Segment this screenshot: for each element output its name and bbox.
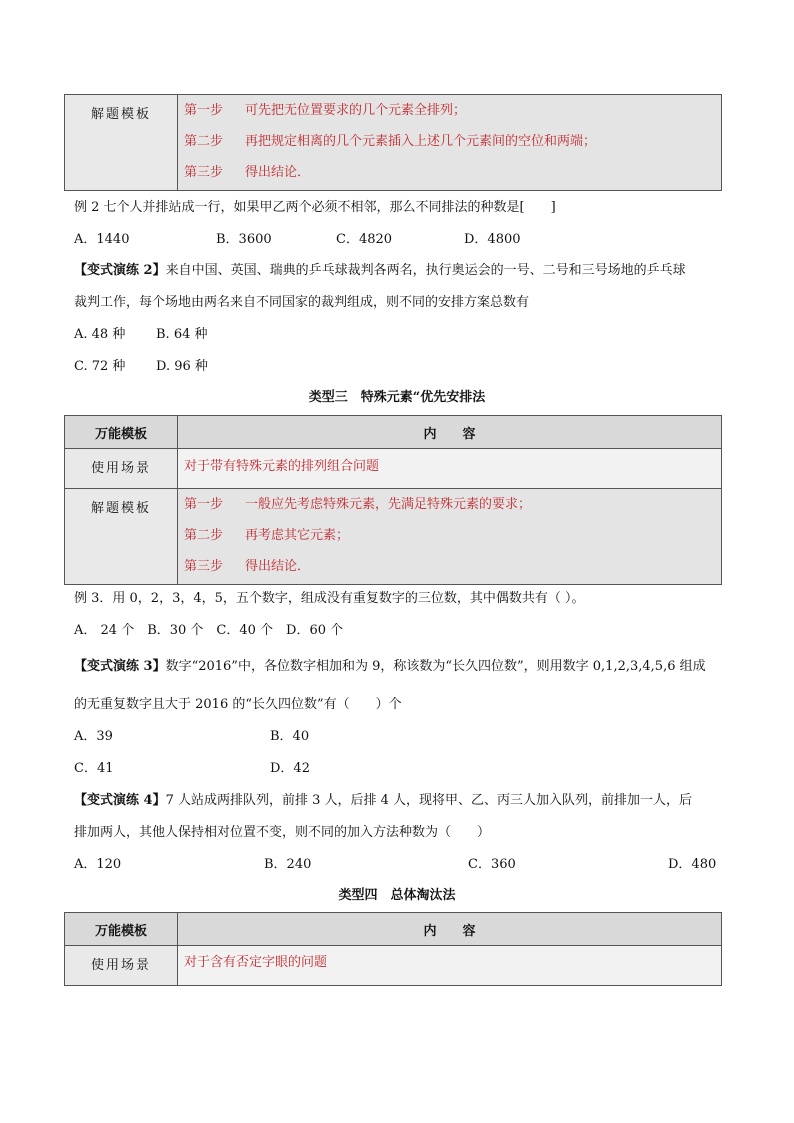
template-table-type-3 [64, 415, 722, 585]
header-left: 万能模板 [65, 416, 178, 449]
example-3-question: 例 3．用 0，2，3，4，5，五个数字，组成没有重复数字的三位数，其中偶数共有（ ）。 [74, 591, 585, 606]
header-right: 内 容 [178, 913, 722, 946]
section-title-type-3: 类型三 特殊元素“优先安排法 [308, 390, 486, 405]
section-title-type-4: 类型四 总体淘汰法 [338, 888, 456, 903]
variant-2-line-2: 裁判工作，每个场地由两名来自不同国家的裁判组成，则不同的安排方案总数有 [74, 295, 530, 310]
variant-3-line-2: 的无重复数字且大于 2016 的“长久四位数”有（ ）个 [74, 697, 402, 712]
solve-template-label: 解题模板 [65, 489, 178, 585]
option-b: B. 64 种 [156, 327, 208, 342]
step-line: 第三步 得出结论． [184, 559, 311, 574]
step-line: 第一步 可先把无位置要求的几个元素全排列； [184, 103, 467, 118]
option-d: D．42 [270, 761, 310, 776]
option-b: B．3600 [216, 232, 272, 247]
scene-label: 使用场景 [65, 946, 178, 986]
option-a: A. 48 种 [74, 327, 126, 342]
scene-label: 使用场景 [65, 449, 178, 489]
solve-template-label: 解题模板 [65, 95, 178, 191]
variant-2-line-1: 【变式演练 2】来自中国、英国、瑞典的乒乓球裁判各两名，执行奥运会的一号、二号和三号场地的乒乓球 [74, 263, 686, 278]
scene-content: 对于含有否定字眼的问题 [178, 946, 722, 986]
variant-tag: 【变式演练 3】 [74, 659, 166, 674]
header-right: 内 容 [178, 416, 722, 449]
step-line: 第二步 再把规定相离的几个元素插入上述几个元素间的空位和两端； [184, 134, 597, 149]
option-a: A．39 [74, 729, 113, 744]
variant-tag: 【变式演练 4】 [74, 793, 166, 808]
step-line: 第三步 得出结论． [184, 165, 311, 180]
option-d: D. 96 种 [156, 359, 208, 374]
option-c: C．4820 [336, 232, 393, 247]
option-d: D．4800 [464, 232, 521, 247]
example-2-question: 例 2 七个人并排站成一行，如果甲乙两个必须不相邻，那么不同排法的种数是[ ] [74, 200, 556, 215]
solve-template-content [178, 489, 722, 585]
variant-4-line-2: 排加两人，其他人保持相对位置不变，则不同的加入方法种数为（ ） [74, 825, 491, 840]
option-b: B．40 [270, 729, 310, 744]
option-c: C．41 [74, 761, 114, 776]
template-table-type-4 [64, 912, 722, 986]
header-left: 万能模板 [65, 913, 178, 946]
step-line: 第一步 一般应先考虑特殊元素，先满足特殊元素的要求； [184, 497, 532, 512]
variant-4-line-1: 【变式演练 4】7 人站成两排队列，前排 3 人，后排 4 人，现将甲、乙、丙三人加入队列，前排加一人，后 [74, 793, 693, 808]
option-c: C．360 [468, 857, 516, 872]
solve-template-table-1 [64, 94, 722, 191]
example-3-options: A． 24 个 B．30 个 C．40 个 D．60 个 [74, 623, 344, 638]
scene-content: 对于带有特殊元素的排列组合问题 [178, 449, 722, 489]
option-a: A．120 [74, 857, 122, 872]
step-line: 第二步 再考虑其它元素； [184, 528, 350, 543]
variant-tag: 【变式演练 2】 [74, 263, 166, 278]
option-a: A．1440 [74, 232, 130, 247]
variant-3-line-1: 【变式演练 3】数字“2016”中，各位数字相加和为 9，称该数为“长久四位数”，则用数字 0,1,2,3,4,5,6 组成 [74, 659, 706, 674]
option-b: B．240 [264, 857, 312, 872]
option-c: C. 72 种 [74, 359, 126, 374]
solve-template-content [178, 95, 722, 191]
option-d: D．480 [668, 857, 717, 872]
